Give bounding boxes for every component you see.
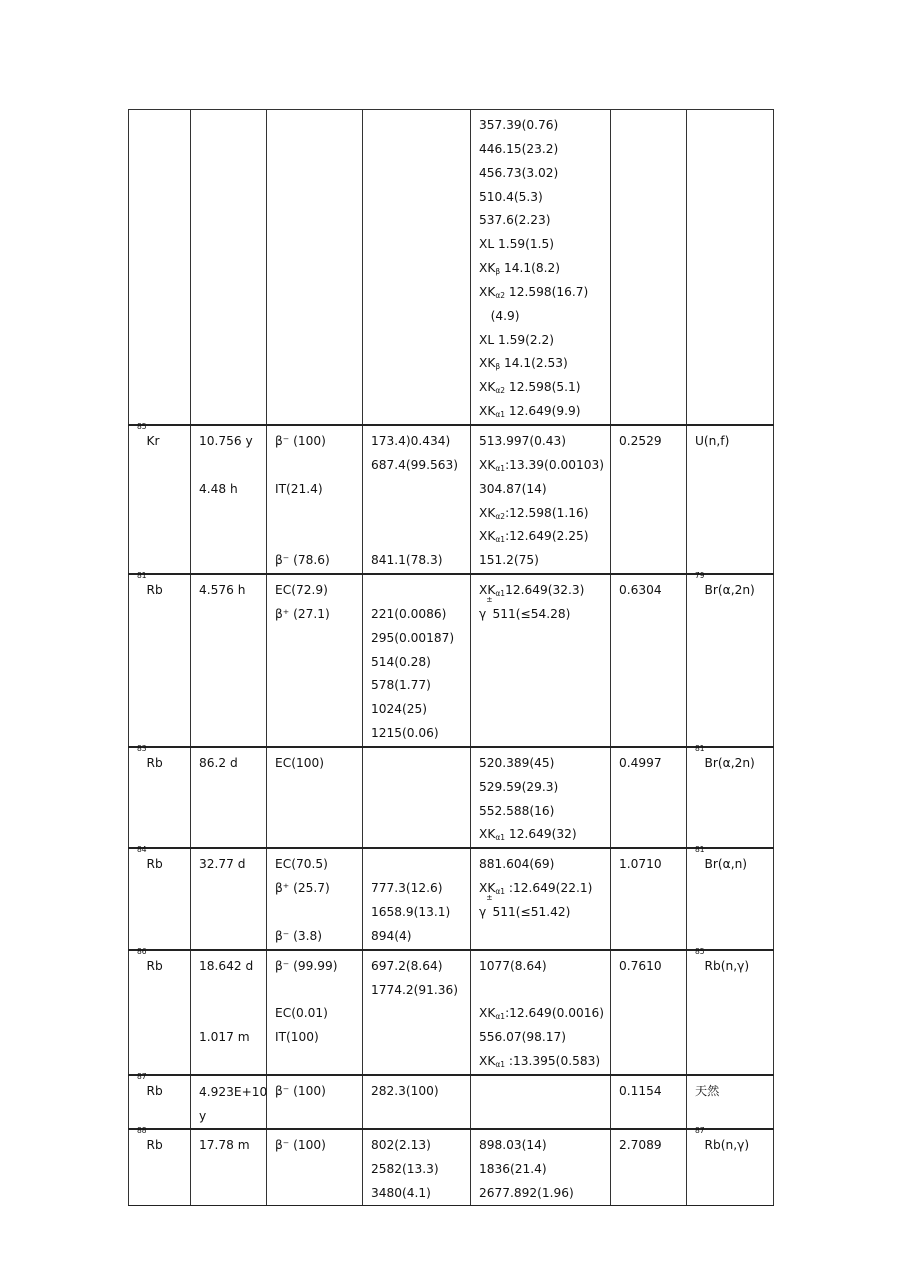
decay-mode-line: β⁻ (100) [275, 1083, 326, 1098]
q-value: 0.2529 [619, 433, 662, 448]
mass-number: 81 [137, 571, 147, 581]
gamma-line [479, 329, 610, 353]
decay-mode-cell [267, 425, 363, 574]
decay-mode-line: EC(70.5) [275, 857, 328, 872]
q-value: 2.7089 [619, 1137, 662, 1152]
gamma-line-value: :12.649(22.1) [505, 881, 593, 896]
gamma-line [479, 525, 610, 549]
gamma-line-text: 513.997(0.43) [479, 433, 567, 448]
production-cell [687, 1125, 774, 1206]
mass-number: 84 [137, 845, 147, 855]
gamma-line [479, 454, 610, 478]
gamma-line [479, 1134, 610, 1158]
beta-energy-line [371, 525, 470, 549]
element-symbol: Rb [146, 1083, 163, 1098]
half-life-cell [191, 1129, 267, 1206]
beta-energy-line: 1215(0.06) [371, 726, 439, 741]
decay-mode-line: EC(0.01) [275, 1006, 328, 1021]
gamma-line [479, 257, 610, 281]
table-row [129, 950, 774, 1075]
gamma-line-subscript: α1 [495, 833, 506, 843]
half-life-line [199, 979, 266, 1003]
half-life-cell [191, 425, 267, 574]
q-value: 0.7610 [619, 958, 662, 973]
decay-mode-line [275, 525, 362, 549]
nuclide-cell [129, 743, 191, 848]
half-life-line: 4.48 h [199, 481, 238, 496]
gamma-lines-cell [471, 950, 611, 1075]
gamma-line [479, 1182, 610, 1206]
target-mass-number: 81 [695, 743, 705, 753]
gamma-line [479, 430, 610, 454]
beta-energy-line: 777.3(12.6) [371, 881, 443, 896]
table-row [129, 574, 774, 747]
gamma-line-text: 151.2(75) [479, 553, 539, 568]
gamma-line-value: :12.649(2.25) [505, 529, 589, 544]
gamma-line-value: 12.649(32) [505, 827, 577, 842]
half-life-line: 17.78 m [199, 1137, 250, 1152]
q-value-cell [611, 1129, 687, 1206]
half-life-line: 4.923E+10 y [199, 1084, 268, 1123]
beta-energy-cell [363, 574, 471, 747]
gamma-line-subscript: β [495, 362, 501, 372]
decay-mode-line [275, 901, 362, 925]
gamma-line-subscript: α1 [495, 1060, 506, 1070]
table-row [129, 848, 774, 949]
gamma-line-subscript: α1 [495, 1012, 506, 1022]
beta-energy-line: 841.1(78.3) [371, 553, 443, 568]
gamma-line-subscript: α2 [495, 386, 506, 396]
gamma-line-value: :13.39(0.00103) [505, 457, 604, 472]
beta-energy-line [371, 579, 470, 603]
gamma-line-text: 556.07(98.17) [479, 1030, 567, 1045]
half-life-cell [191, 950, 267, 1075]
gamma-line-text: XL 1.59(2.2) [479, 332, 555, 347]
half-life-line: 10.756 y [199, 433, 253, 448]
reaction-text: 天然 [695, 1083, 720, 1098]
gamma-line-text: 510.4(5.3) [479, 189, 543, 204]
reaction-text: Rb(n,γ) [704, 958, 750, 973]
half-life-line: 32.77 d [199, 857, 246, 872]
gamma-line-text: 898.03(14) [479, 1137, 547, 1152]
gamma-line-text: XL 1.59(1.5) [479, 237, 555, 252]
production-reaction [695, 1125, 773, 1158]
decay-mode-cell [267, 1075, 363, 1129]
gamma-line-text: 1077(8.64) [479, 958, 547, 973]
production-reaction [695, 571, 773, 603]
gamma-line-text: 357.39(0.76) [479, 118, 559, 132]
gamma-line-subscript: α1 [495, 463, 506, 473]
beta-energy-line: 221(0.0086) [371, 606, 447, 621]
production-cell [687, 743, 774, 848]
gamma-line-text: 2677.892(1.96) [479, 1185, 574, 1200]
gamma-lines-cell [471, 747, 611, 848]
gamma-line-superscript: ± [486, 594, 493, 604]
half-life-cell [191, 1075, 267, 1129]
mass-number: 85 [137, 421, 147, 431]
decay-mode-line: β⁺ (25.7) [275, 881, 330, 896]
gamma-line-value: :12.598(1.16) [505, 505, 589, 520]
half-life-cell [191, 747, 267, 848]
gamma-line-text: γ [479, 606, 487, 621]
gamma-line-text: XK [479, 261, 496, 276]
nuclide-cell [129, 1071, 191, 1129]
gamma-line [479, 186, 610, 210]
decay-mode-line: EC(72.9) [275, 583, 328, 598]
table-row [129, 110, 774, 425]
beta-energy-cell [363, 747, 471, 848]
gamma-line-text: XK [479, 380, 496, 395]
reaction-text: Br(α,n) [704, 857, 748, 872]
nuclide-cell [129, 946, 191, 1075]
production-reaction [695, 1080, 773, 1104]
decay-mode-line: β⁻ (99.99) [275, 958, 338, 973]
gamma-lines-cell [471, 425, 611, 574]
gamma-line-text: XK [479, 284, 496, 299]
half-life-line: 86.2 d [199, 755, 238, 770]
q-value-cell [611, 110, 687, 425]
mass-number: 86 [137, 946, 147, 956]
gamma-line [479, 1158, 610, 1182]
nuclide-cell [129, 1125, 191, 1206]
beta-energy-cell [363, 1129, 471, 1206]
element-symbol: Rb [146, 958, 163, 973]
gamma-line-subscript: β [495, 267, 501, 277]
gamma-line-value: :12.649(0.0016) [505, 1006, 604, 1021]
gamma-line-value: 12.598(5.1) [505, 380, 581, 395]
nuclide-cell [129, 845, 191, 949]
decay-mode-cell [267, 747, 363, 848]
gamma-line-text: 881.604(69) [479, 857, 555, 872]
decay-mode-line: IT(100) [275, 1030, 319, 1045]
beta-energy-line [371, 502, 470, 526]
decay-mode-line: β⁻ (100) [275, 1137, 326, 1152]
production-reaction [695, 946, 773, 979]
gamma-line [479, 752, 610, 776]
gamma-line [479, 1002, 610, 1026]
beta-energy-line: 3480(4.1) [371, 1185, 431, 1200]
gamma-line-text: 529.59(29.3) [479, 779, 559, 794]
q-value-cell [611, 1075, 687, 1129]
q-value-cell [611, 425, 687, 574]
decay-mode-line: EC(100) [275, 755, 324, 770]
table-row [129, 747, 774, 848]
gamma-line-text: XK [479, 827, 496, 842]
beta-energy-cell [363, 1075, 471, 1129]
decay-mode-cell [267, 848, 363, 949]
gamma-line [479, 305, 610, 329]
gamma-line [479, 979, 610, 1003]
gamma-line [479, 579, 610, 603]
gamma-line [479, 281, 610, 305]
gamma-line-text: 446.15(23.2) [479, 141, 559, 156]
half-life-cell [191, 574, 267, 747]
half-life-line: 4.576 h [199, 583, 246, 598]
gamma-line-value: 14.1(2.53) [500, 356, 568, 371]
gamma-lines-cell [471, 110, 611, 425]
beta-energy-line: 1774.2(91.36) [371, 982, 459, 997]
gamma-line [479, 376, 610, 400]
production-cell [687, 425, 774, 574]
gamma-line-value: 14.1(8.2) [500, 261, 561, 276]
beta-energy-line: 295(0.00187) [371, 630, 455, 645]
gamma-line [479, 776, 610, 800]
nuclide-cell [129, 110, 191, 425]
nuclide-data-table [128, 109, 774, 1206]
target-mass-number: 87 [695, 1125, 705, 1135]
gamma-line [479, 352, 610, 376]
gamma-line-superscript: ± [486, 893, 493, 902]
nuclide-cell [129, 571, 191, 747]
gamma-line-value: 511(≤54.28) [492, 606, 571, 621]
gamma-lines-cell [471, 1129, 611, 1206]
gamma-line-text: XK [479, 1006, 496, 1021]
q-value-cell [611, 747, 687, 848]
beta-energy-line: 894(4) [371, 928, 412, 943]
element-symbol: Rb [146, 857, 163, 872]
beta-energy-line: 514(0.28) [371, 654, 431, 669]
table-row [129, 1075, 774, 1129]
mass-number: 87 [137, 1071, 147, 1081]
gamma-line-subscript: α1 [495, 535, 506, 545]
gamma-line [479, 549, 610, 573]
production-cell [687, 845, 774, 949]
beta-energy-cell [363, 950, 471, 1075]
gamma-line-text: XK [479, 529, 496, 544]
beta-energy-cell [363, 110, 471, 425]
gamma-line-value: :13.395(0.583) [505, 1054, 601, 1069]
half-life-cell [191, 110, 267, 425]
half-life-cell [191, 848, 267, 949]
gamma-line-subscript: α2 [495, 511, 506, 521]
gamma-line-text: 456.73(3.02) [479, 165, 559, 180]
gamma-line-subscript: α1 [495, 887, 506, 897]
gamma-line [479, 955, 610, 979]
gamma-line-text: (4.9) [479, 308, 520, 323]
gamma-line-subscript: α2 [495, 290, 506, 300]
beta-energy-line: 1024(25) [371, 702, 428, 717]
gamma-line-value: 12.598(16.7) [505, 284, 589, 299]
gamma-line-text: 520.389(45) [479, 755, 555, 770]
reaction-text: Br(α,2n) [704, 755, 755, 770]
production-reaction [695, 845, 773, 877]
q-value: 1.0710 [619, 857, 662, 872]
decay-mode-line: β⁻ (100) [275, 433, 326, 448]
target-mass-number: 79 [695, 571, 705, 581]
gamma-line-text: 537.6(2.23) [479, 213, 551, 228]
gamma-lines-cell [471, 848, 611, 949]
beta-energy-line [371, 478, 470, 502]
gamma-line-value: 12.649(32.3) [505, 583, 585, 598]
beta-energy-line: 1658.9(13.1) [371, 905, 451, 919]
gamma-line [479, 1026, 610, 1050]
q-value: 0.4997 [619, 755, 662, 770]
gamma-line [479, 209, 610, 233]
element-symbol: Rb [146, 1137, 163, 1152]
gamma-line-text: XK [479, 1054, 496, 1069]
q-value: 0.1154 [619, 1083, 662, 1098]
decay-mode-line: β⁺ (27.1) [275, 606, 330, 621]
gamma-line-text: XK [479, 457, 496, 472]
production-reaction [695, 430, 773, 454]
beta-energy-line: 687.4(99.563) [371, 457, 459, 472]
decay-mode-cell [267, 1129, 363, 1206]
decay-mode-cell [267, 574, 363, 747]
beta-energy-line: 282.3(100) [371, 1083, 439, 1098]
gamma-line-text: XK [479, 881, 496, 896]
q-value: 0.6304 [619, 583, 662, 598]
production-cell [687, 1075, 774, 1129]
gamma-line-subscript: α1 [495, 589, 506, 599]
decay-mode-line [275, 502, 362, 526]
gamma-line-text: XK [479, 505, 496, 520]
reaction-text: Rb(n,γ) [704, 1137, 750, 1152]
target-mass-number: 81 [695, 845, 705, 855]
mass-number: 88 [137, 1125, 147, 1135]
beta-energy-line: 802(2.13) [371, 1137, 431, 1152]
gamma-line-value: 511(≤51.42) [492, 905, 571, 919]
gamma-lines-cell [471, 574, 611, 747]
gamma-line-text: XK [479, 583, 496, 598]
gamma-line-subscript: α1 [495, 410, 506, 420]
gamma-line [479, 138, 610, 162]
half-life-line [199, 454, 266, 478]
reaction-text: Br(α,2n) [704, 583, 755, 598]
production-cell [687, 571, 774, 747]
half-life-line: 18.642 d [199, 958, 254, 973]
gamma-line [479, 853, 610, 877]
production-reaction [695, 743, 773, 776]
element-symbol: Rb [146, 755, 163, 770]
beta-energy-line: 173.4)0.434) [371, 433, 451, 448]
gamma-line-text: 552.588(16) [479, 803, 555, 818]
gamma-line-text: γ [479, 905, 487, 919]
mass-number: 83 [137, 743, 147, 753]
decay-mode-line: β⁻ (78.6) [275, 553, 330, 568]
gamma-line-text: 1836(21.4) [479, 1161, 547, 1176]
gamma-line [479, 162, 610, 186]
q-value-cell [611, 950, 687, 1075]
half-life-line: 1.017 m [199, 1030, 250, 1045]
gamma-line-text: XK [479, 356, 496, 371]
gamma-line [479, 893, 610, 925]
beta-energy-cell [363, 425, 471, 574]
gamma-line-text: 304.87(14) [479, 481, 547, 496]
production-cell [687, 110, 774, 425]
element-symbol: Kr [146, 433, 160, 448]
q-value-cell [611, 574, 687, 747]
decay-mode-cell [267, 950, 363, 1075]
decay-mode-line: β⁻ (3.8) [275, 928, 322, 943]
beta-energy-line: 697.2(8.64) [371, 958, 443, 973]
gamma-line [479, 478, 610, 502]
gamma-line [479, 877, 610, 901]
decay-mode-cell [267, 110, 363, 425]
gamma-line [479, 823, 610, 847]
beta-energy-line: 578(1.77) [371, 678, 431, 693]
gamma-line [479, 400, 610, 424]
decay-mode-line [275, 454, 362, 478]
gamma-line [479, 1050, 610, 1074]
nuclide-cell [129, 421, 191, 574]
decay-mode-line: IT(21.4) [275, 481, 323, 496]
gamma-lines-cell [471, 1075, 611, 1129]
table-row [129, 1129, 774, 1206]
gamma-line [479, 114, 610, 138]
table-row [129, 425, 774, 574]
production-cell [687, 946, 774, 1075]
element-symbol: Rb [146, 583, 163, 598]
beta-energy-line [371, 853, 470, 877]
half-life-line [199, 1002, 266, 1026]
gamma-line [479, 233, 610, 257]
gamma-line [479, 502, 610, 526]
target-mass-number: 85 [695, 946, 705, 956]
q-value-cell [611, 848, 687, 949]
beta-energy-line: 2582(13.3) [371, 1161, 439, 1176]
reaction-text: U(n,f) [695, 433, 730, 448]
gamma-line-text: XK [479, 404, 496, 419]
gamma-line [479, 800, 610, 824]
beta-energy-cell [363, 848, 471, 949]
gamma-line-value: 12.649(9.9) [505, 404, 581, 419]
decay-mode-line [275, 979, 362, 1003]
